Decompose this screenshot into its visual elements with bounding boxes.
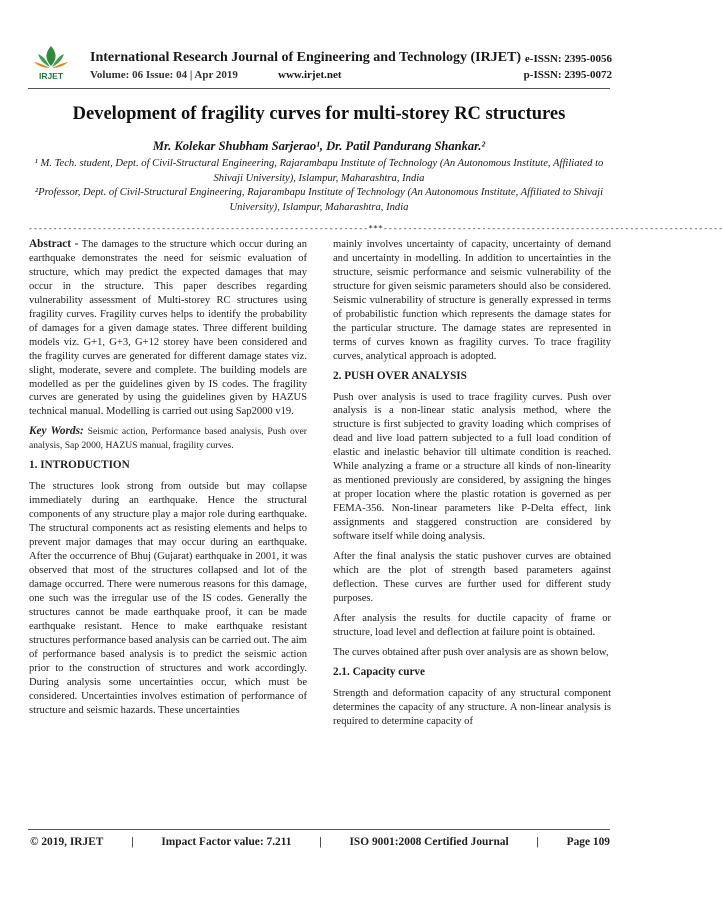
- logo-text: IRJET: [38, 71, 64, 81]
- introduction-paragraph-1: The structures look strong from outside but may collapse immediately during an earthquake. Hence the structural components of any structure play a major role during earthquake. The structural components act as resisting elements and helps to prevent major damages that may occur during an earthquake. After the occurrence of Bhuj (Gujarat) earthquake in 2001, it was observed that most of the structures collapsed and lot of the damage occurred. There were numerous reasons for this damage, one such was the irregular use of the IS codes. Generally the structures cannot be made earthquake proof, it can be made earthquake resistant. Hence to make earthquake resistant structures performance based analysis can be carried out. The aim of performance based analysis is to predict the seismic action prior to the construction of structures and work accordingly. During analysis some uncertainties occur, which must be considered. Uncertainties involves estimation of performance of structure and seismic hazards. These uncertainties: [29, 481, 308, 716]
- capacity-curve-paragraph: Strength and deformation capacity of any structural component determines the capacity of any structure. A non-linear analysis is required to determine capacity of: [333, 687, 611, 727]
- introduction-paragraph-2: mainly involves uncertainty of capacity, uncertainty of demand and uncertainty in modelling. In addition to uncertainties in the structure, seismic performance and seismic vulnerability of the structure for given seismic parameters should also be considered. Seismic vulnerability of structure is generally expressed in terms of probabilistic function which represents the damage states for the particular structure. The damage states are represented in terms of curves known as fragility curves. To trace fragility curves, analytical approach is adopted.: [333, 239, 611, 362]
- e-issn: e-ISSN: 2395-0056: [524, 53, 612, 65]
- journal-title: International Research Journal of Engineering and Technology (IRJET): [90, 50, 522, 65]
- footer-impact-factor: Impact Factor value: 7.211: [161, 836, 292, 848]
- affiliation-2: ²Professor, Dept. of Civil-Structural Engineering, Rajarambapu Institute of Technology (An Autonomous Institute, Affiliated to Shivaji University), Islampur, Maharashtra, India: [34, 187, 604, 213]
- footer-divider: [28, 829, 610, 830]
- volume-issue: Volume: 06 Issue: 04 | Apr 2019: [90, 69, 238, 81]
- keywords-colon: :: [79, 425, 84, 438]
- footer-copyright: © 2019, IRJET: [30, 836, 104, 848]
- section-separator: ---------------------------------------------------------------------***---------------------------------------------------------------------: [28, 223, 723, 233]
- p-issn: p-ISSN: 2395-0072: [523, 69, 612, 81]
- keywords-label: Key Words: [29, 425, 80, 438]
- section-2-1-heading: 2.1. Capacity curve: [333, 665, 425, 678]
- abstract-label: Abstract -: [29, 238, 79, 250]
- left-column: [29, 238, 307, 723]
- footer-separator: |: [319, 836, 322, 848]
- abstract: [29, 238, 307, 419]
- abstract-text: The damages to the structure which occur during an earthquake demonstrates the need for seismic evaluation of structure, which may predict the expected damages that may occur in the structure. This paper describes regarding vulnerability assessment of Multi-storey RC structures using fragility curves. Fragility curves helps to identify the probability of damages for a given damage states. Three different building models viz. G+1, G+3, G+12 storey have been considered and the fragility curves are generated for different damage states viz. slight, moderate, severe and complete. The building models are modelled as per the guidelines given by IS codes. The fragility curves are generated by using the guidelines given by HAZUS technical manual. Modelling is carried out using Sap2000 v19.: [29, 239, 308, 418]
- footer-iso: ISO 9001:2008 Certified Journal: [349, 836, 509, 848]
- page-footer: [30, 836, 610, 848]
- keywords-text: Seismic action, Performance based analysis, Push over analysis, Sap 2000, HAZUS manual, fragility curves.: [29, 426, 307, 452]
- affiliation-1: ¹ M. Tech. student, Dept. of Civil-Structural Engineering, Rajarambapu Institute of Technology (An Autonomous Institute, Affiliated to Shivaji University), Islampur, Maharashtra, India: [34, 158, 604, 184]
- pushover-paragraph-1: Push over analysis is used to trace fragility curves. Push over analysis is a non-linear static analysis method, where the structure is first subjected to gravity loading which comprises of dead and live load pattern subjected to a full load condition of elastic and inelastic behavior till ultimate condition is reached. While analyzing a frame or a structure all kinds of non-linearity as mentioned previously are considered, by assigning the hinges at proper location where the plastic rotation is governed as per FEMA-356. Non-linear parameters like P-Delta effect, link assignments and staggered construction are considered by software itself while doing analysis.: [333, 391, 611, 543]
- pushover-paragraph-4: The curves obtained after push over analysis are as shown below,: [333, 646, 609, 658]
- website-link[interactable]: www.irjet.net: [278, 69, 342, 81]
- section-1-heading: 1. INTRODUCTION: [29, 459, 130, 472]
- journal-header: [0, 0, 638, 90]
- right-column: [333, 238, 611, 735]
- page-number: Page 109: [566, 836, 610, 848]
- section-2-heading: 2. PUSH OVER ANALYSIS: [333, 369, 467, 382]
- footer-separator: |: [131, 836, 134, 848]
- footer-separator: |: [536, 836, 539, 848]
- paper-authors: Mr. Kolekar Shubham Sarjerao¹, Dr. Patil Pandurang Shankar.²: [152, 139, 486, 153]
- header-divider: [28, 88, 610, 89]
- keywords: [29, 425, 307, 453]
- paper-title: Development of fragility curves for multi-storey RC structures: [72, 104, 566, 124]
- pushover-paragraph-3: After analysis the results for ductile capacity of frame or structure, load level and deflection at failure point is obtained.: [333, 612, 611, 638]
- pushover-paragraph-2: After the final analysis the static pushover curves are obtained which are the plot of strength based parameters against deflection. These curves are further used for different study purposes.: [333, 551, 611, 604]
- irjet-logo-icon: [30, 44, 72, 82]
